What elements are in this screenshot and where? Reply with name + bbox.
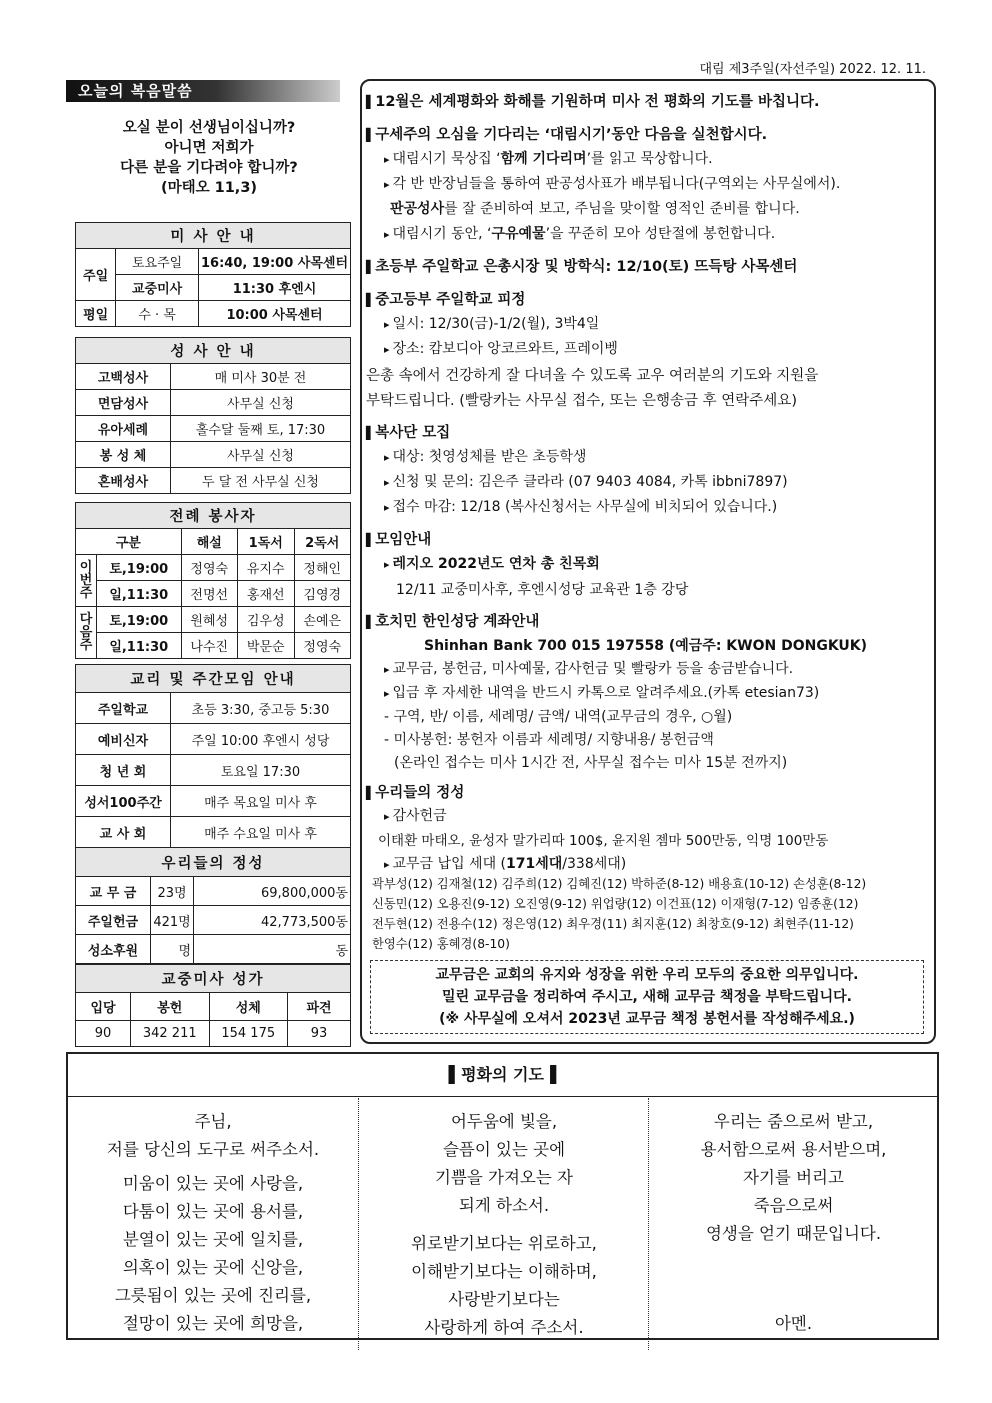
prayer-column-3: 우리는 줌으로써 받고, 용서함으로써 용서받으며, 자기를 버리고 죽음으로써 영생을 얻기 때문입니다. 아멘. [648, 1098, 938, 1350]
hymns-table: 교중미사 성가 입당 봉헌 성체 파견 90 342 211 154 175 93 [75, 964, 351, 1047]
notice-advent-item: ▸ 대림시기 묵상집 ‘함께 기다리며’를 읽고 묵상합니다. [366, 148, 713, 168]
notice-meetings-item: ▸ 레지오 2022년도 연차 총 친목회 [366, 553, 600, 573]
mass-schedule-table: 미 사 안 내 주일 토요주일 16:40, 19:00 사목센터 교중미사 11:30 후엔시 평일 수 · 목 10:00 사목센터 [75, 222, 351, 327]
notice-retreat-text: 은총 속에서 건강하게 잘 다녀올 수 있도록 교우 여러분의 기도와 지원을 [366, 368, 819, 384]
notice-peace-prayer: ▌12월은 세계평화와 화해를 기원하며 미사 전 평화의 기도를 바칩니다. [366, 94, 820, 110]
notice-bank-detail: - 구역, 반/ 이름, 세례명/ 금액/ 내역(교무금의 경우, ○월) [384, 709, 733, 725]
notice-bank-item: ▸ 입금 후 자세한 내역을 반드시 카톡으로 알려주세요.(카톡 etesian73) [366, 682, 819, 702]
notice-advent-item: ▸ 대림시기 동안, ‘구유예물’을 꾸준히 모아 성탄절에 봉헌합니다. [366, 223, 775, 243]
notice-advent-item-cont: 판공성사를 잘 준비하여 보고, 주님을 맞이할 영적인 준비를 합니다. [390, 201, 800, 217]
notice-altar-servers-heading: ▌복사단 모집 [366, 425, 451, 441]
prayer-column-2: 어두움에 빛을, 슬픔이 있는 곳에 기쁨을 가져오는 자 되게 하소서. 위로받기보다는 위로하고, 이해받기보다는 이해하며, 사랑받기보다는 사랑하게 하여 주소서. [358, 1098, 649, 1350]
meetings-table: 교리 및 주간모임 안내 주일학교 초등 3:30, 중고등 5:30 예비신자 주일 10:00 후엔시 성당 청 년 회 토요일 17:30 성서100주간 매주 목요일 미사 후 교 사 회 매주 수요일 미사 후 [75, 664, 351, 848]
notice-offering-donors: 이태환 마태오, 윤성자 말가리따 100$, 윤지원 젬마 500만동, 익명 100만동 [378, 833, 829, 849]
notice-altar-item: ▸ 대상: 첫영성체를 받은 초등학생 [366, 446, 586, 466]
notice-advent-heading: ▌구세주의 오심을 기다리는 ‘대림시기’동안 다음을 실천합시다. [366, 127, 768, 143]
notice-retreat-heading: ▌중고등부 주일학교 피정 [366, 292, 526, 308]
notice-offering-names: 한영수(12) 홍혜경(8-10) [372, 937, 510, 951]
gospel-verse: 오실 분이 선생님이십니까? 아니면 저희가 다른 분을 기다려야 합니까? (마태오 11,3) [120, 120, 298, 196]
notice-offering-item: ▸ 교무금 납입 세대 (171세대/338세대) [366, 853, 626, 873]
liturgy-servers-table: 전례 봉사자 구분 해설 1독서 2독서 이번주 토,19:00 정영숙 유지수 정해인 일,11:30 전명선 홍재선 김영경 다음주 토,19:00 원혜성 김우성 손예은 일,11:30 나수진 박문순 정영숙 [75, 502, 351, 659]
notice-altar-item: ▸ 신청 및 문의: 김은주 클라라 (07 9403 4084, 카톡 ibbni7897) [366, 471, 788, 491]
notice-altar-item: ▸ 접수 마감: 12/18 (복사신청서는 사무실에 비치되어 있습니다.) [366, 496, 777, 516]
peace-prayer-title: ▌평화의 기도▐ [68, 1054, 937, 1097]
notice-meetings-heading: ▌모임안내 [366, 532, 432, 548]
notice-retreat-text: 부탁드립니다. (빨랑카는 사무실 접수, 또는 은행송금 후 연락주세요) [366, 393, 797, 409]
notice-offering-names: 곽부성(12) 김재철(12) 김주희(12) 김혜진(12) 박하준(8-12) 배용효(10-12) 손성훈(8-12) [372, 877, 867, 891]
notice-meetings-text: 12/11 교중미사후, 후엔시성당 교육관 1층 강당 [396, 582, 689, 598]
prayer-column-1: 주님, 저를 당신의 도구로 써주소서. 미움이 있는 곳에 사랑을, 다툼이 있는 곳에 용서를, 분열이 있는 곳에 일치를, 의혹이 있는 곳에 신앙을, 그릇됨이 있는 곳에 진리를, 절망이 있는 곳에 희망을, [106, 1112, 320, 1333]
notice-bank-detail: (온라인 접수는 미사 1시간 전, 사무실 접수는 미사 15분 전까지) [394, 755, 788, 771]
bulletin-date: 대림 제3주일(자선주일) 2022. 12. 11. [699, 62, 926, 77]
notice-offering-item: ▸ 감사헌금 [366, 805, 447, 825]
sacrament-table: 성 사 안 내 고백성사 매 미사 30분 전 면담성사 사무실 신청 유아세례 홀수달 둘째 토, 17:30 봉 성 체 사무실 신청 혼배성사 두 달 전 사무실 신청 [75, 337, 351, 494]
notice-offering-names: 신동민(12) 오용진(9-12) 오진영(9-12) 위업량(12) 이건표(12) 이재형(7-12) 임종훈(12) [372, 897, 859, 911]
tithe-notice-box: 교무금은 교회의 유지와 성장을 위한 우리 모두의 중요한 의무입니다. 밀린 교무금을 정리하여 주시고, 새해 교무금 책정을 부탁드립니다. (※ 사무실에 오셔서 2023년 교무금 책정 봉헌서를 작성해주세요.) [370, 960, 924, 1034]
notice-bank-account: Shinhan Bank 700 015 197558 (예금주: KWON DONGKUK) [424, 638, 868, 654]
notice-bank-heading: ▌호치민 한인성당 계좌안내 [366, 614, 540, 630]
notice-offering-names: 전두현(12) 전용수(12) 정은영(12) 최우경(11) 최지훈(12) 최창호(9-12) 최현주(11-12) [372, 917, 854, 931]
notice-sunday-school: ▌초등부 주일학교 은총시장 및 방학식: 12/10(토) 뜨득탕 사목센터 [366, 259, 798, 275]
notice-bank-detail: - 미사봉헌: 봉헌자 이름과 세례명/ 지향내용/ 봉헌금액 [384, 732, 714, 748]
peace-prayer-box [66, 1052, 939, 1340]
notice-advent-item: ▸ 각 반 반장님들을 통하여 판공성사표가 배부됩니다(구역외는 사무실에서). [366, 173, 840, 193]
offering-table: 우리들의 정성 교 무 금 23명 69,800,000동 주일헌금 421명 42,773,500동 성소후원 명 동 [75, 847, 351, 964]
gospel-title: 오늘의 복음말씀 [66, 80, 340, 102]
notice-retreat-item: ▸ 장소: 캄보디아 앙코르와트, 프레이벵 [366, 338, 618, 358]
notice-bank-item: ▸ 교무금, 봉헌금, 미사예물, 감사헌금 및 빨랑카 등을 송금받습니다. [366, 658, 793, 678]
notice-retreat-item: ▸ 일시: 12/30(금)-1/2(월), 3박4일 [366, 313, 599, 333]
notice-offering-heading: ▌우리들의 정성 [366, 785, 465, 801]
